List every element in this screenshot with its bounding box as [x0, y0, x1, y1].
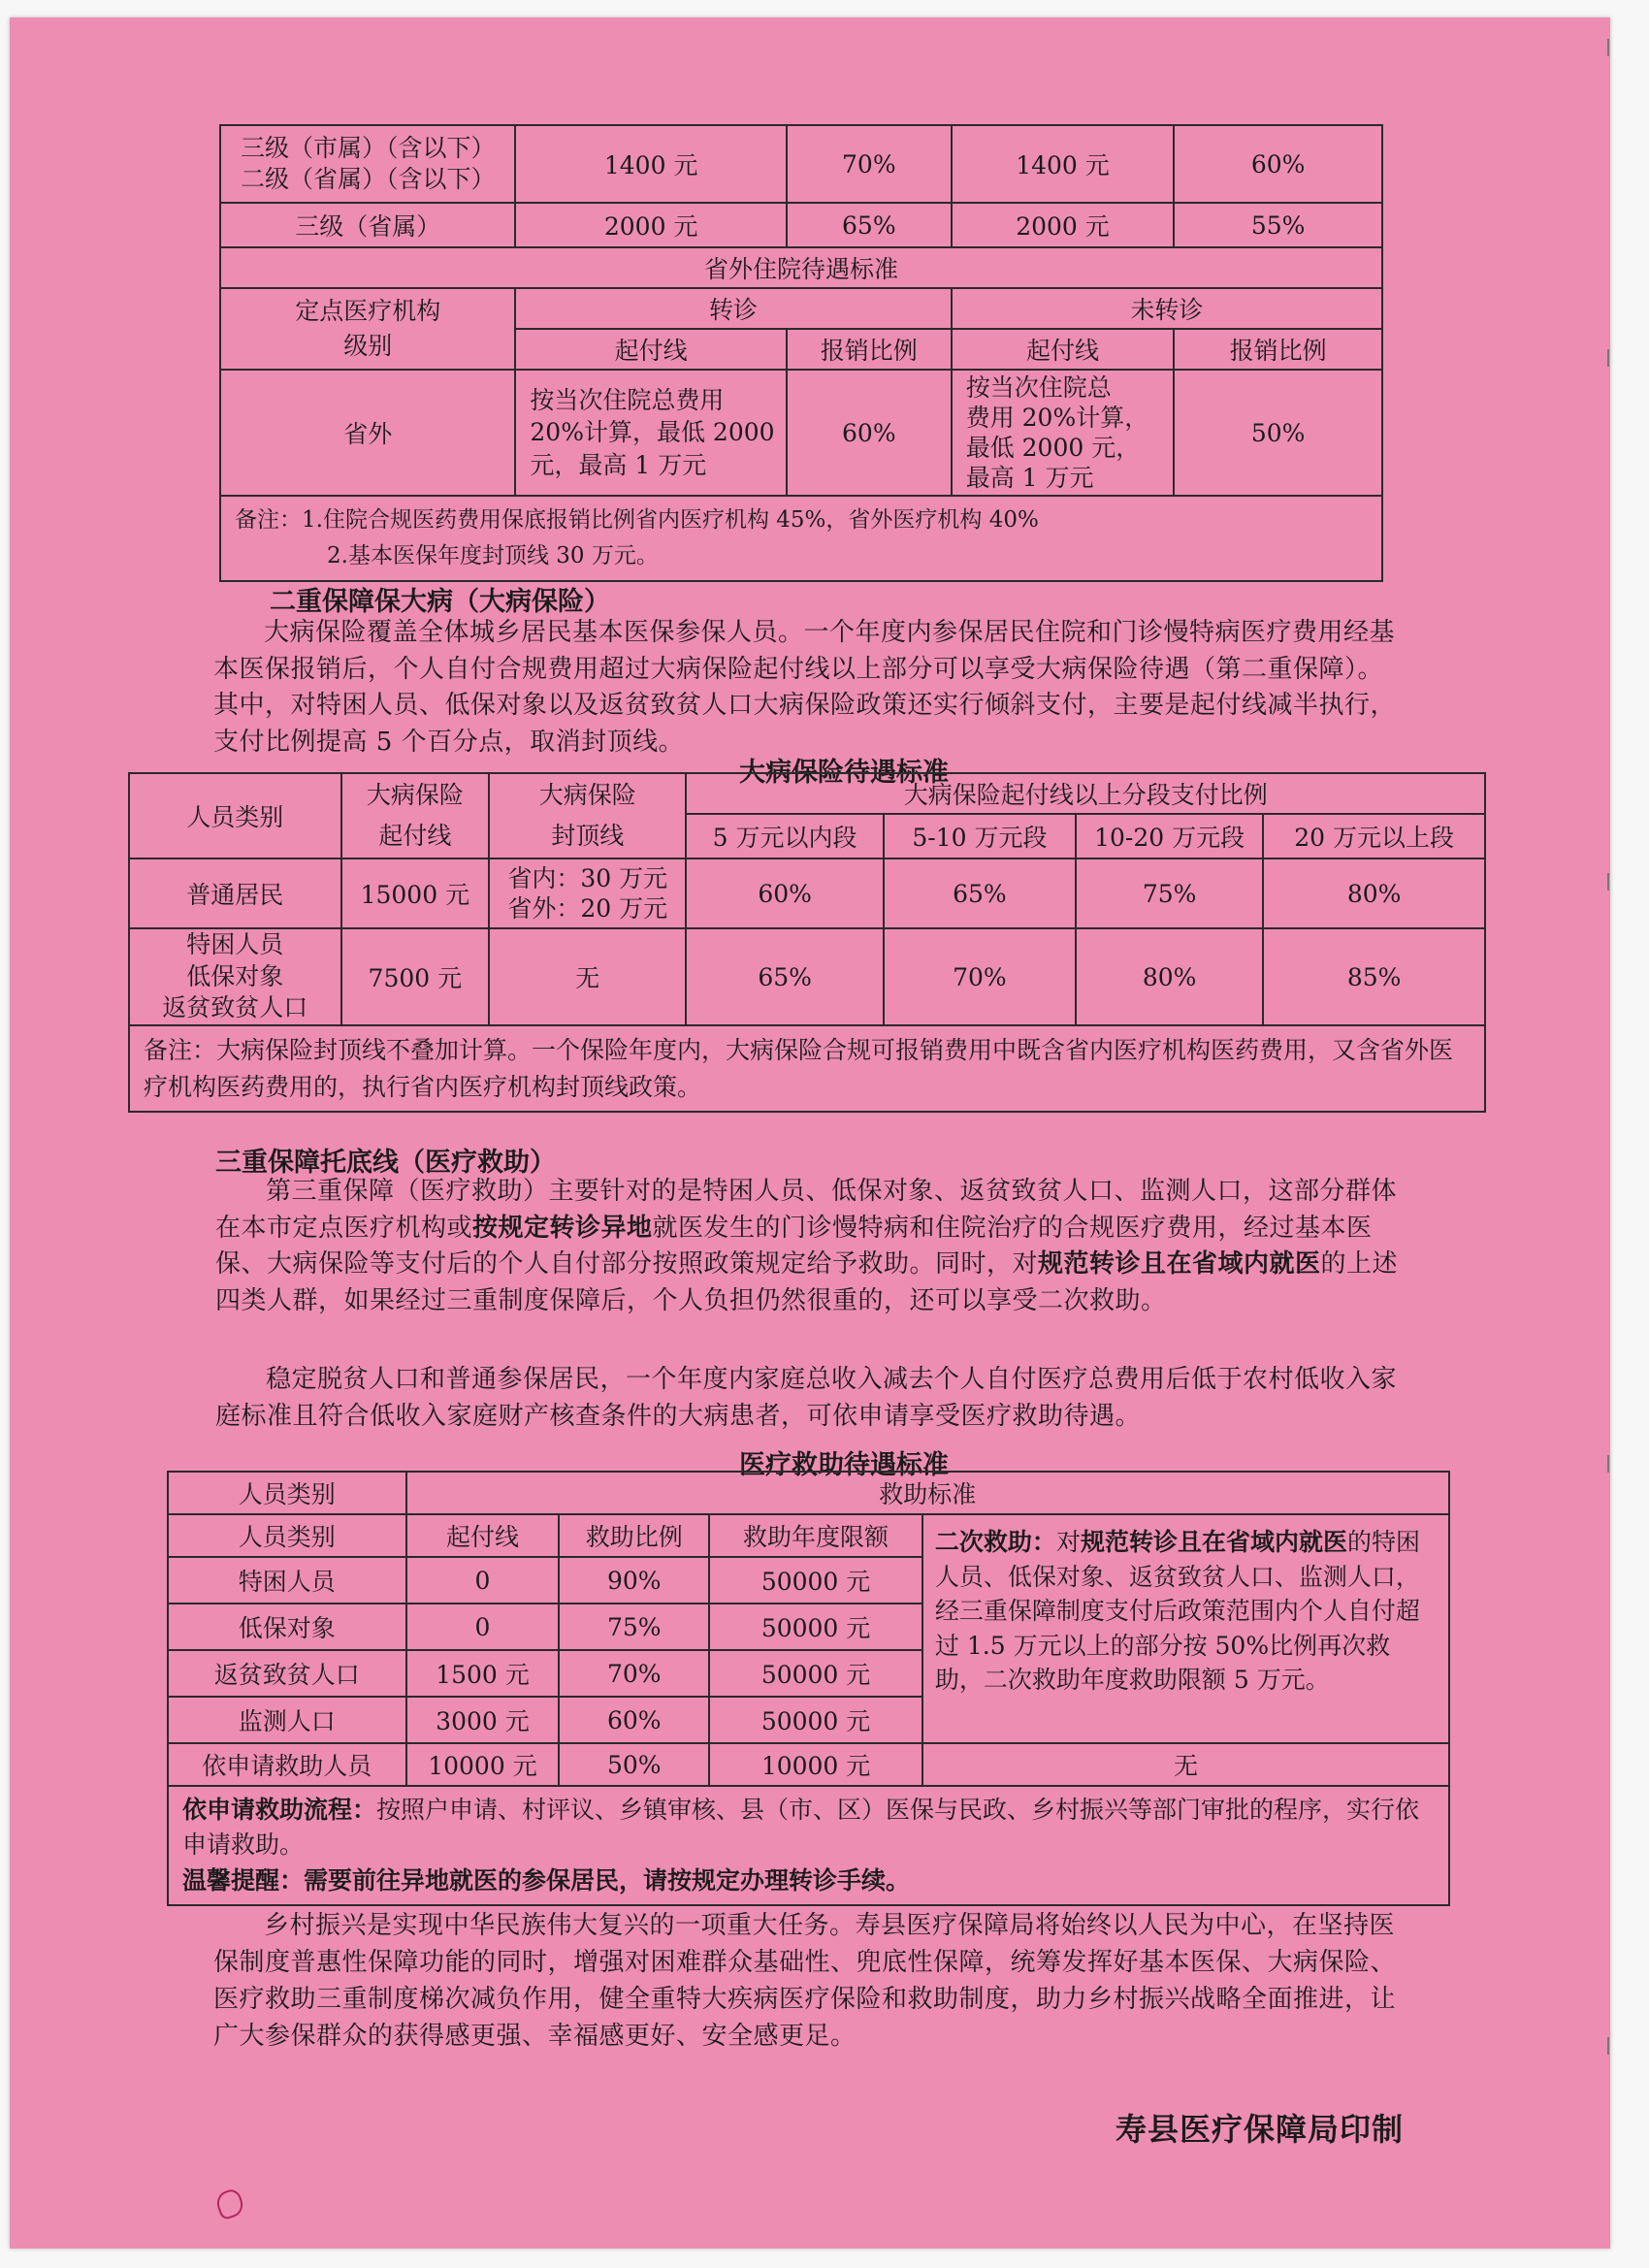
medical-assistance-table: 人员类别 救助标准 人员类别 起付线 救助比例 救助年度限额 二次救助：对规范转诊且在省域内就医的特困人员、低保对象、返贫致贫人口、监测人口，经三重保障制度支付后政策范围内个人自付超过 1.5 万元以上的部分按 50%比例再次救助，二次救助年度救助限额 5 万元。 特困人员 0 90% 50000 元 低保对象 0 75% 50000 元 返贫致贫人口 1500 元 70% 50000 元 监测人口 3000 元 60% 50000 元 依申请救助人员 10000 元 50% 10000 元 无 依申请救助流程：按照户申请、村评议、乡镇审核、县（市、区）医保与民政、乡村振兴等部门审批的程序，实行依申请救助。 温馨提醒：需要前往异地就医的参保居民，请按规定办理转诊手续。: [167, 1471, 1450, 1906]
section3-paragraph-1: 第三重保障（医疗救助）主要针对的是特困人员、低保对象、返贫致贫人口、监测人口，这部分群体在本市定点医疗机构或按规定转诊异地就医发生的门诊慢特病和住院治疗的合规医疗费用，经过基本医保、大病保险等支付后的个人自付部分按照政策规定给予救助。同时，对规范转诊且在省域内就医的上述四类人群，如果经过三重制度保障后，个人负担仍然很重的，还可以享受二次救助。: [215, 1177, 1399, 1315]
section2-heading: 二重保障保大病（大病保险）: [270, 587, 610, 617]
table-row: 返贫致贫人口 1500 元 70% 50000 元: [168, 1650, 1449, 1697]
section2-table-title: 大病保险待遇标准: [739, 758, 949, 788]
no-referral-header: 未转诊: [952, 288, 1382, 329]
referral-header: 转诊: [515, 288, 951, 329]
section3-heading: 三重保障托底线（医疗救助）: [215, 1148, 556, 1178]
institution-header: 定点医疗机构 级别: [220, 288, 515, 370]
scan-edge-mark: [1607, 2037, 1609, 2055]
table-row: 低保对象 0 75% 50000 元: [168, 1604, 1449, 1650]
table-row: 普通居民 15000 元 省内：30 万元 省外：20 万元 60% 65% 75% 80%: [129, 859, 1485, 928]
table-row: 三级（省属） 2000 元 65% 2000 元 55%: [220, 203, 1382, 247]
pen-mark: [213, 2187, 246, 2220]
scan-edge-mark: [1607, 39, 1609, 56]
scan-edge-mark: [1607, 1455, 1609, 1473]
outside-title: 省外住院待遇标准: [220, 247, 1382, 288]
critical-illness-table: 人员类别 大病保险 起付线 大病保险 封顶线 大病保险起付线以上分段支付比例 5 万元以内段 5-10 万元段 10-20 万元段 20 万元以上段 普通居民 15000 元 省内：30 万元 省外：20 万元 60% 65% 75% 80% 特困人员 低保对象 返贫致贫人口 7500 元 无 65% 70% 80% 85% 备注：大病保险封顶线不叠加计算。一个保险年度内，大病保险合规可报销费用中既含省内医疗机构医药费用，又含省外医疗机构医药费用的，执行省内医疗机构封顶线政策。: [128, 772, 1486, 1113]
table-note: 备注：大病保险封顶线不叠加计算。一个保险年度内，大病保险合规可报销费用中既含省内医疗机构医药费用，又含省外医疗机构医药费用的，执行省内医疗机构封顶线政策。: [129, 1025, 1485, 1112]
application-flow-note: 依申请救助流程：按照户申请、村评议、乡镇审核、县（市、区）医保与民政、乡村振兴等部门审批的程序，实行依申请救助。 温馨提醒：需要前往异地就医的参保居民，请按规定办理转诊手续。: [168, 1786, 1449, 1905]
hospital-standard-table: 三级（市属）（含以下） 二级（省属）（含以下） 1400 元 70% 1400 元 60% 三级（省属） 2000 元 65% 2000 元 55% 省外住院待遇标准 定点医疗机构 级别 转诊 未转诊 起付线 报销比例 起付线 报销比例 省外 按当次住院总费用 20%计算，最低 2000 元，最高 1 万元 60% 按当次住院总 费用 20%计算， 最低 2000 元， 最高 1 万元 50% 备注：1.住院合规医药费用保底报销比例省内医疗机构 45%，省外医疗机构 40% 2.基本医保年度封顶线 30 万元。: [219, 124, 1383, 582]
table-row: 省外 按当次住院总费用 20%计算，最低 2000 元，最高 1 万元 60% 按当次住院总 费用 20%计算， 最低 2000 元， 最高 1 万元 50%: [220, 370, 1382, 496]
section2-paragraph: 大病保险覆盖全体城乡居民基本医保参保人员。一个年度内参保居民住院和门诊慢特病医疗费用经基本医保报销后，个人自付合规费用超过大病保险起付线以上部分可以享受大病保险待遇（第二重保障）。其中，对特困人员、低保对象以及返贫致贫人口大病保险政策还实行倾斜支付，主要是起付线减半执行，支付比例提高 5 个百分点，取消封顶线。: [213, 618, 1397, 757]
table-row: 三级（市属）（含以下） 二级（省属）（含以下） 1400 元 70% 1400 元 60%: [220, 125, 1382, 203]
document-page: [10, 17, 1610, 2249]
table-row: 特困人员 0 90% 50000 元: [168, 1557, 1449, 1604]
table-row: 特困人员 低保对象 返贫致贫人口 7500 元 无 65% 70% 80% 85%: [129, 928, 1485, 1025]
table-row: 监测人口 3000 元 60% 50000 元: [168, 1697, 1449, 1743]
scan-edge-mark: [1607, 349, 1609, 367]
issuer-signature: 寿县医疗保障局印制: [1116, 2111, 1405, 2148]
section3-table-title: 医疗救助待遇标准: [739, 1450, 949, 1480]
scan-edge-mark: [1607, 873, 1609, 891]
section3-paragraph-2: 稳定脱贫人口和普通参保居民，一个年度内家庭总收入减去个人自付医疗总费用后低于农村低收入家庭标准且符合低收入家庭财产核查条件的大病患者，可依申请享受医疗救助待遇。: [215, 1365, 1398, 1431]
closing-paragraph: 乡村振兴是实现中华民族伟大复兴的一项重大任务。寿县医疗保障局将始终以人民为中心，在坚持医保制度普惠性保障功能的同时，增强对困难群众基础性、兜底性保障，统筹发挥好基本医保、大病保险、医疗救助三重制度梯次减负作用，健全重特大疾病医疗保险和救助制度，助力乡村振兴战略全面推进，让广大参保群众的获得感更强、幸福感更好、安全感更足。: [213, 1911, 1397, 2051]
table-note: 备注：1.住院合规医药费用保底报销比例省内医疗机构 45%，省外医疗机构 40% 2.基本医保年度封顶线 30 万元。: [220, 496, 1382, 581]
table-row: 依申请救助人员 10000 元 50% 10000 元 无: [168, 1743, 1449, 1786]
second-assistance-cell: 二次救助：对规范转诊且在省域内就医的特困人员、低保对象、返贫致贫人口、监测人口，经三重保障制度支付后政策范围内个人自付超过 1.5 万元以上的部分按 50%比例再次救助，二次救助年度救助限额 5 万元。: [922, 1514, 1449, 1743]
